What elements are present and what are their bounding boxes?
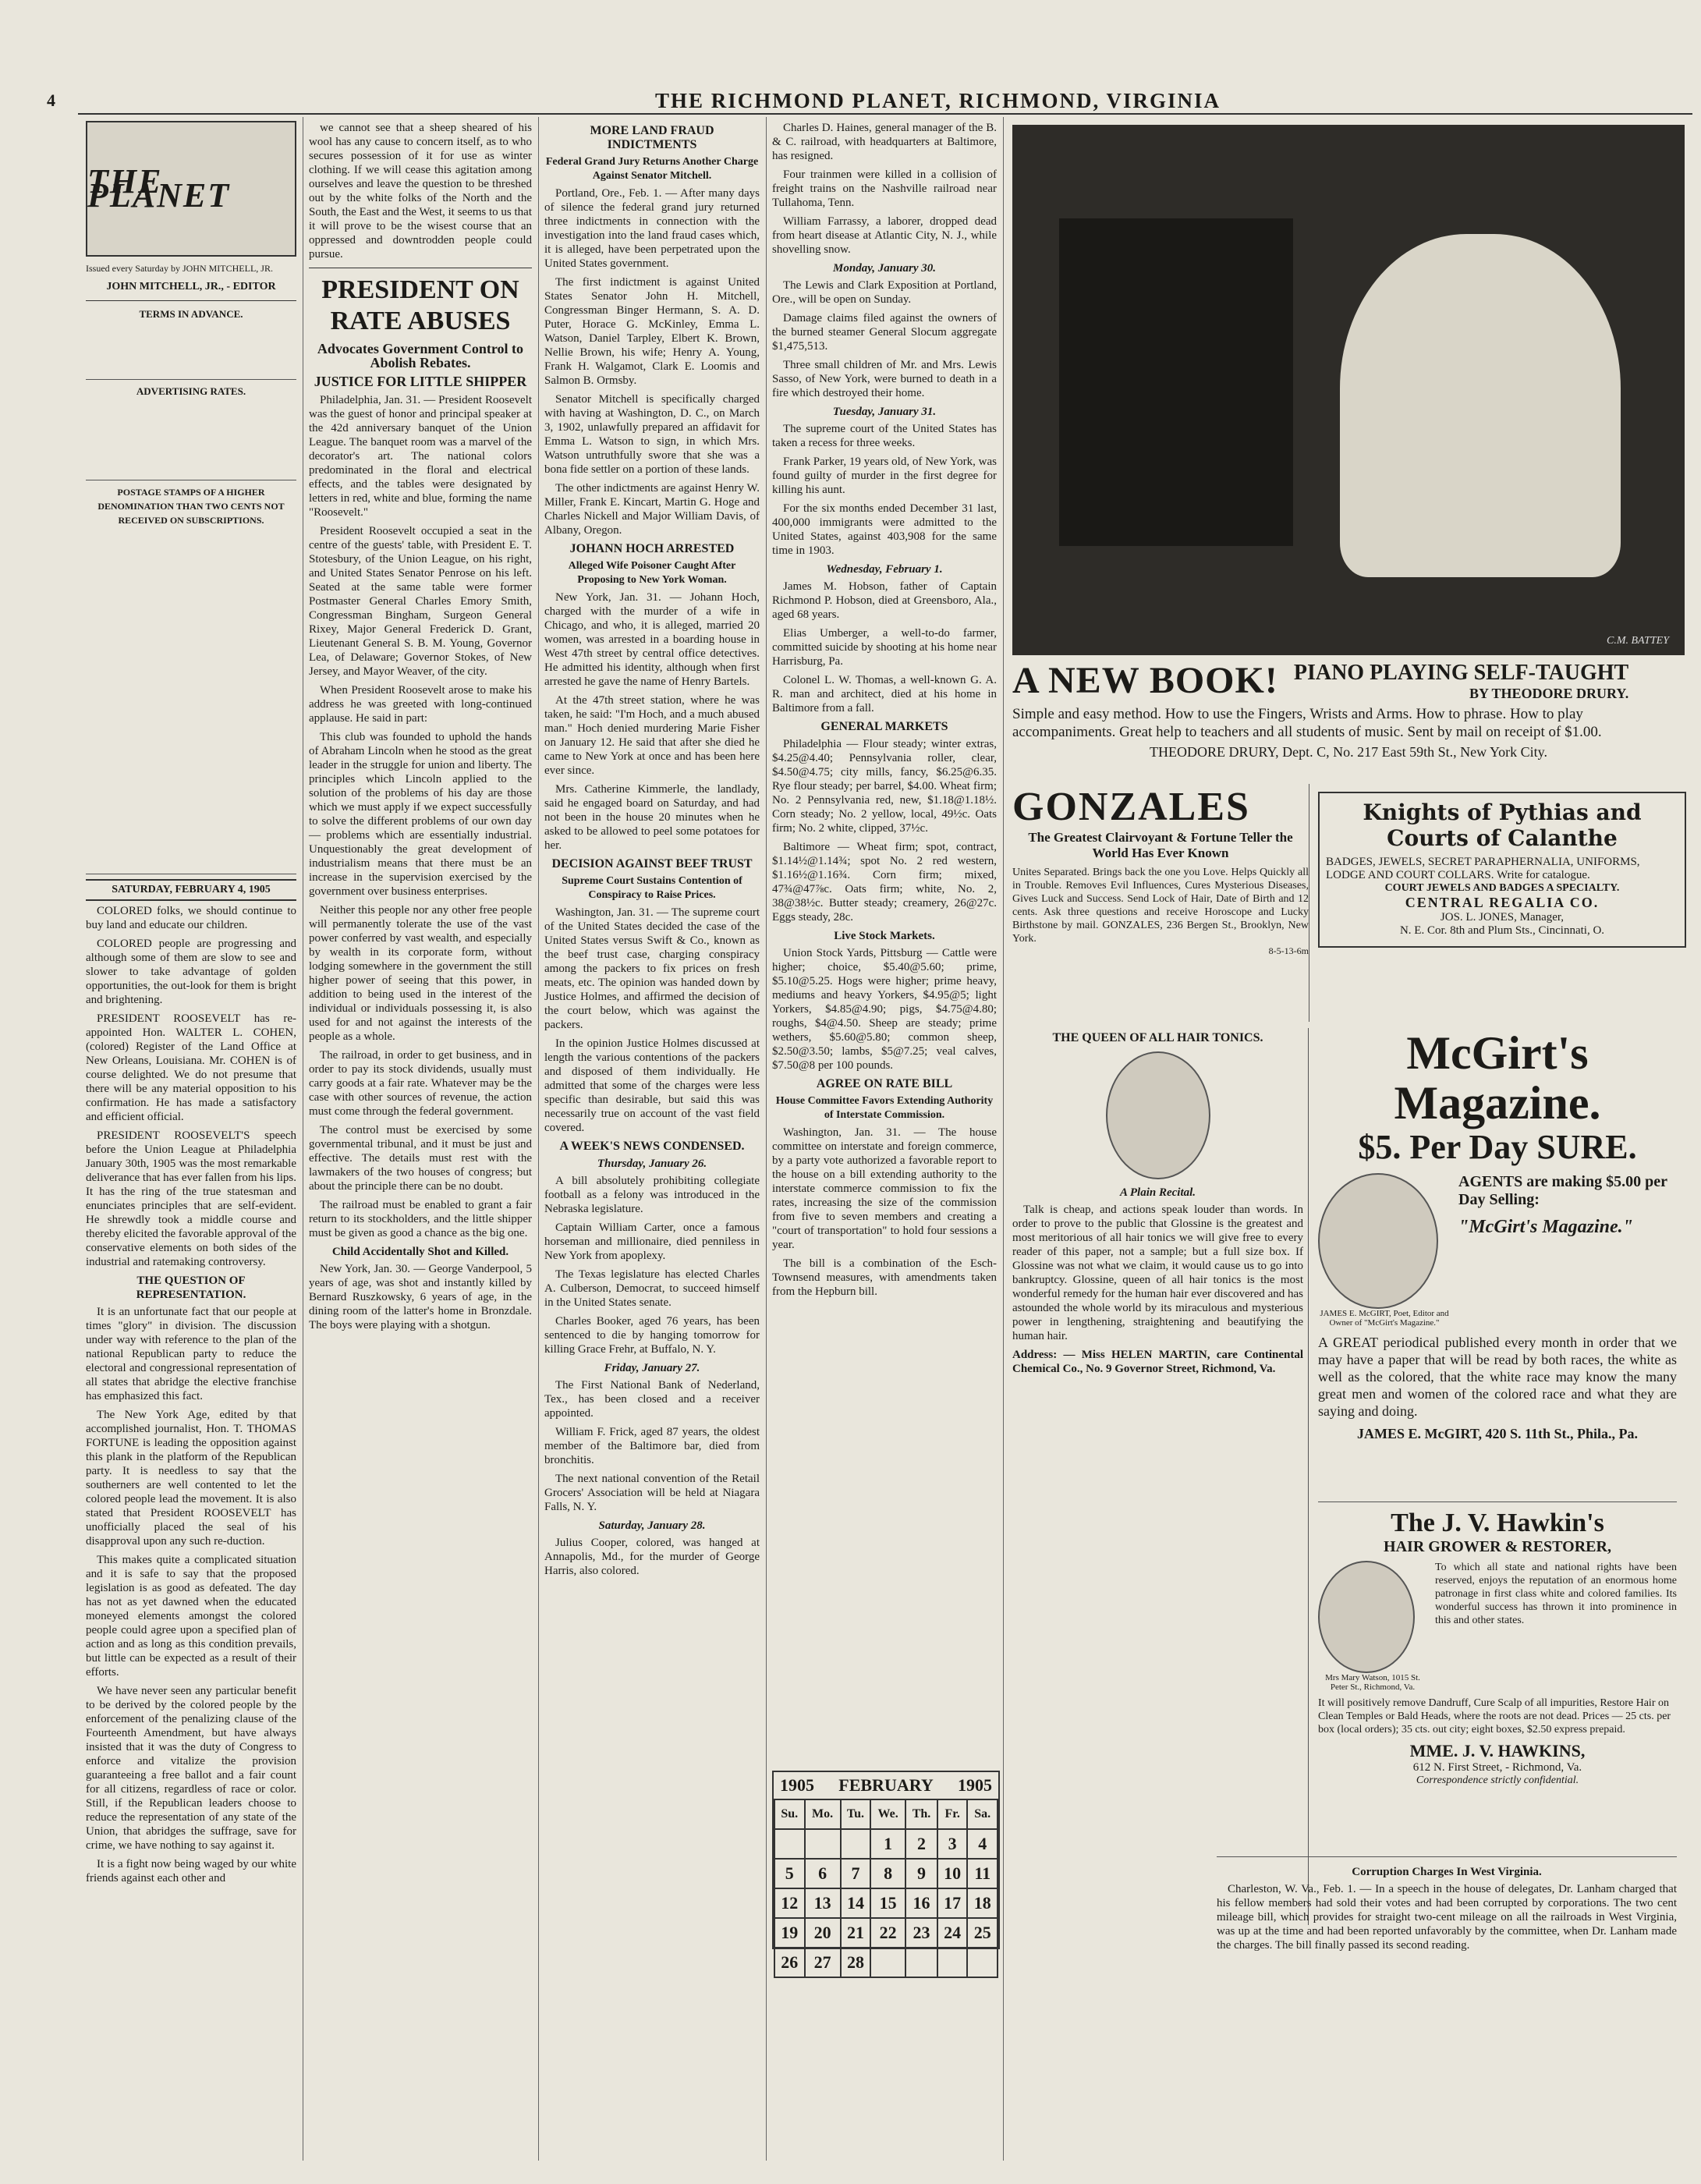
article-subheading: Supreme Court Sustains Contention of Conspiracy to Raise Prices. (562, 875, 742, 901)
book-author: BY THEODORE DRURY. (1469, 686, 1629, 701)
article-paragraph: Washington, Jan. 31. — The supreme court of the United States decided the case of the United States versus Swift & Co., known as the beef trust case, charging conspiracy among the packers to fix prices on fresh meats, etc. The opinion was handed down by Justice Holmes, and affirmed the decision of the court below, which was against the packers. (544, 906, 760, 1031)
calendar-day: 7 (841, 1859, 871, 1888)
article-paragraph: New York, Jan. 31. — Johann Hoch, charged with the murder of a wife in Chicago, and who, it is alleged, married 20 women, was arrested in a boarding house in West 47th street by central office detectives. He admitted his identity, although when first arrested he gave the name of Henry Bartels. (544, 591, 760, 688)
article-paragraph: Senator Mitchell is specifically charged with having at Washington, D. C., on March 3, 1902, unlawfully prepared an affidavit for Emma L. Watson to sign, in which Mrs. Watson untruthfully swore that she was a bona fide settler on a portion of these lands. (544, 393, 760, 476)
knights-company: CENTRAL REGALIA CO. (1405, 895, 1600, 910)
news-item: Three small children of Mr. and Mrs. Lewis Sasso, of New York, were burned to death in a fire which destroyed their home. (772, 359, 997, 399)
section-heading: THE QUESTION OF REPRESENTATION. (136, 1275, 246, 1301)
editorial-paragraph: COLORED people are progressing and although some of them are slow to see and slower to take advantage of golden opportunities, the out-look for them is bright and brightening. (86, 938, 296, 1006)
news-item: James M. Hobson, father of Captain Richmond P. Hobson, died at Greensboro, Ala., aged 68 years. (772, 580, 997, 621)
mcgirts-magazine-ad (1318, 1028, 1677, 1496)
issue-date: SATURDAY, FEBRUARY 4, 1905 (86, 879, 296, 901)
news-item: Four trainmen were killed in a collision of freight trains on the Nashville railroad near Tullahoma, Tenn. (772, 168, 997, 209)
calendar-day: 18 (967, 1888, 998, 1918)
calendar-day: 10 (937, 1859, 968, 1888)
news-item: Elias Umberger, a well-to-do farmer, committed suicide by shooting at his home near Harrisburg, Pa. (772, 627, 997, 668)
calendar-day: 20 (805, 1918, 841, 1948)
hawkins-text: To which all state and national rights have been reserved, enjoys the reputation of an enormous home patronage in first class white and colored families. Its wonderful success has thrown it into prominence in this and other states. (1435, 1562, 1677, 1626)
article-heading: AGREE ON RATE BILL (816, 1077, 953, 1090)
helen-martin-portrait (1106, 1051, 1210, 1179)
gonzales-text: Unites Separated. Brings back the one you Love. Helps Quickly all in Trouble. Removes Evil Influences, Cures Mysterious Diseases, Gives Luck and Success. Send Lock of Hair, Date of Birth and 12 cents. Ask three questions and receive Horoscope and Lucky Birthstone by mail. GONZALES, 236 Bergen St., Brooklyn, New York. (1012, 867, 1309, 945)
mcgirt-portrait (1318, 1173, 1438, 1309)
page-number: 4 (47, 90, 55, 110)
editor-line: JOHN MITCHELL, JR., - EDITOR (106, 281, 276, 292)
date-subheading: Tuesday, January 31. (832, 406, 937, 418)
article-paragraph: The first indictment is against United States Senator John H. Mitchell, Congressman Binger Hermann, S. A. D. Puter, Horace G. McKinley, Emma L. Watson, Daniel Tarpley, Elbert K. Brown, Nellie Brown, his wife; Henry A. Young, Frank H. Walgamot, Clark E. Loomis and Salmon B. Ormsby. (544, 276, 760, 387)
mcgirt-agents: AGENTS are making $5.00 per Day Selling: (1458, 1173, 1667, 1208)
article-paragraph: we cannot see that a sheep sheared of his wool has any cause to concern itself, as to who secures possession of it for use as winter clothing. If we will cease this agitation among ourselves and leave the question to be threshed out by the white folks of the North and the South, the East and the West, it seems to us that it will prove to be the wisest course that an oppressed and downtrodden people could pursue. (309, 122, 532, 261)
editorial-paragraph: It is a fight now being waged by our white friends against each other and (86, 1858, 296, 1884)
calendar-day: 27 (805, 1948, 841, 1977)
date-subheading: Friday, January 27. (604, 1362, 700, 1374)
article-paragraph: Mrs. Catherine Kimmerle, the landlady, said he engaged board on Saturday, and had not been in the house 20 minutes when he asked to be allowed to peel some potatoes for her. (544, 783, 760, 852)
calendar-day: 14 (841, 1888, 871, 1918)
calendar-day: 23 (905, 1918, 937, 1948)
calendar-day: 11 (967, 1859, 998, 1888)
faded-notices (86, 530, 296, 874)
editorial-paragraph: It is an unfortunate fact that our people at times "glory" in division. The discussion under way with reference to the plan of the national Republican party to reduce the electoral and congressional representation of all states that abridge the elective franchise has emphasized this fact. (86, 1306, 296, 1402)
calendar-day: 21 (841, 1918, 871, 1948)
news-item: Captain William Carter, once a famous horseman and millionaire, died penniless in New York from apoplexy. (544, 1221, 760, 1262)
pianist-photograph (1012, 125, 1685, 655)
calendar-day: 19 (774, 1918, 805, 1948)
calendar-day (841, 1829, 871, 1859)
terms-heading: TERMS IN ADVANCE. (139, 308, 243, 320)
publisher-line: Issued every Saturday by JOHN MITCHELL, JR. (86, 263, 273, 274)
editorial-paragraph: PRESIDENT ROOSEVELT'S speech before the Union League at Philadelphia January 30th, 1905 was the most remarkable deliverance that has ever fallen from his lips. It has the ring of the true statesman and enunciates principles that are self-evident. He shrewdly took a middle course and thereby elicited the favorable approval of the conservative elements on both sides of the industrial and ratemaking controversy. (86, 1129, 296, 1268)
subheadline: Advocates Government Control to Abolish Rebates. (317, 341, 524, 370)
calendar-day: 25 (967, 1918, 998, 1948)
piano-shape (1059, 218, 1293, 546)
article-paragraph: The control must be exercised by some governmental tribunal, and it must be just and effective. The details must rest with the lawmakers of the two houses of congress; but about the principle there can be no doubt. (309, 1124, 532, 1193)
hair-tonic-subheading: A Plain Recital. (1119, 1186, 1196, 1199)
hair-tonic-address: Address: — Miss HELEN MARTIN, care Continental Chemical Co., No. 9 Governor Street, Richmond, Va. (1012, 1349, 1303, 1375)
hawkins-subheading: HAIR GROWER & RESTORER, (1384, 1538, 1611, 1555)
weekday-label: Su. (774, 1799, 805, 1829)
column-divider (538, 117, 539, 2161)
calendar-body (774, 1829, 998, 1977)
article-paragraph: At the 47th street station, where he was taken, he said: "I'm Hoch, and a much abused man." Hoch denied murdering Marie Fisher on January 12. He said that after she died he came to New York at once and has been here ever since. (544, 694, 760, 777)
stamps-notice: POSTAGE STAMPS OF A HIGHER DENOMINATION THAN TWO CENTS NOT RECEIVED ON SUBSCRIPTIONS. (97, 487, 285, 526)
news-item: The Lewis and Clark Exposition at Portland, Ore., will be open on Sunday. (772, 279, 997, 306)
advertising-heading: ADVERTISING RATES. (136, 385, 246, 397)
news-item: Frank Parker, 19 years old, of New York, was found guilty of murder in the first degree for killing his aunt. (772, 456, 997, 496)
calendar-day: 2 (905, 1829, 937, 1859)
calendar-day (870, 1948, 905, 1977)
news-item: William F. Frick, aged 87 years, the oldest member of the Baltimore bar, died from bronchitis. (544, 1426, 760, 1466)
book-description: Simple and easy method. How to use the Fingers, Wrists and Arms. How to phrase. How to play accompaniments. Great help to teachers and all students of music. Sent by mail on receipt of $1.00. (1012, 706, 1602, 740)
news-item: Charles D. Haines, general manager of the B. & C. railroad, with headquarters at Baltimore, has resigned. (772, 122, 997, 162)
market-report: Baltimore — Wheat firm; spot, contract, $1.14½@1.14¾; spot No. 2 red western, $1.16½@1.16¾. Corn firm; mixed, 47¾@47⅞c. Oats firm; white, No. 2, 38@38½c. Butter steady; creamery, 26@27c. Eggs steady, 28c. (772, 841, 997, 924)
calendar-day: 3 (937, 1829, 968, 1859)
mcgirt-headline: McGirt's Magazine. (1394, 1027, 1601, 1129)
calendar-day: 9 (905, 1859, 937, 1888)
article-heading: A WEEK'S NEWS CONDENSED. (559, 1140, 745, 1153)
article-paragraph: The bill is a combination of the Esch-Townsend measures, with amendments taken from the Hepburn bill. (772, 1257, 997, 1298)
gonzales-code: 8-5-13-6m (1268, 945, 1309, 956)
hawkins-details: It will positively remove Dandruff, Cure Scalp of all impurities, Restore Hair on Clean Temples or Bald Heads, where the roots are not dead. Prices — 25 cts. per box (local orders); 35 cts. out city; eight boxes, $2.50 express prepaid. (1318, 1697, 1671, 1736)
news-item: For the six months ended December 31 last, 400,000 immigrants were admitted to the United States, against 403,908 for the same time in 1903. (772, 502, 997, 557)
article-subheading: Federal Grand Jury Returns Another Charge Against Senator Mitchell. (545, 156, 759, 182)
hawkins-hair-grower-ad (1318, 1502, 1677, 1845)
calendar-day: 5 (774, 1859, 805, 1888)
calendar-day: 15 (870, 1888, 905, 1918)
article-subheading: Alleged Wife Poisoner Caught After Proposing to New York Woman. (568, 560, 736, 586)
mary-watson-portrait (1318, 1561, 1415, 1673)
new-book-headline: A NEW BOOK! (1012, 660, 1278, 701)
mcgirt-address: JAMES E. McGIRT, 420 S. 11th St., Phila., Pa. (1356, 1426, 1639, 1441)
calendar-day (967, 1948, 998, 1977)
calendar-day (905, 1948, 937, 1977)
mcgirt-portrait-caption: JAMES E. McGIRT, Poet, Editor and Owner of "McGirt's Magazine." (1320, 1309, 1449, 1328)
hair-tonic-text: Talk is cheap, and actions speak louder than words. In order to prove to the public that Glossine is the greatest and most meritorious of all hair tonics we will give free to every reader of this paper, not a sample; but a full size box. If Glossine was not what we claim, it would cause us to go into bankruptcy. Glossine, queen of all hair tonics is the most wonderful remedy for the human hair ever discovered and has astounded the whole world by its miraculous and mysterious power in lengthening, straightening and beautifying the human hair. (1012, 1204, 1303, 1342)
calendar-day (774, 1829, 805, 1859)
livestock-heading: Live Stock Markets. (834, 930, 935, 942)
article-paragraph: Neither this people nor any other free people will permanently tolerate the use of the vast power conferred by vast wealth, and especially by wealth in its corporate form, without lodging somewhere in the government the still higher power of seeing that this power, in addition to being used in the interest of the individual or individuals possessing it, is also used for and not against the interests of the people as a whole. (309, 904, 532, 1043)
news-item: The Texas legislature has elected Charles A. Culberson, Democrat, to succeed himself in the United States senate. (544, 1268, 760, 1309)
article-paragraph: The other indictments are against Henry W. Miller, Frank E. Kincart, Martin G. Hoge and Charles Nickell and Major William Davis, of Albany, Oregon. (544, 482, 760, 537)
hawkins-name: MME. J. V. HAWKINS, (1409, 1741, 1586, 1760)
article-paragraph: Philadelphia, Jan. 31. — President Roosevelt was the guest of honor and principal speaker at the 42d anniversary banquet of the Union League. The banquet room was a marvel of the decorator's art. The national colors predominated in the floral and electrical effects, and the tables were designated by letters in red, white and blue, forming the name "Roosevelt." (309, 394, 532, 519)
article-paragraph: President Roosevelt occupied a seat in the centre of the guests' table, with President E. T. Stotesbury, of the Union League, on his right, and United States Senator Penrose on his left. Seated at the same table were former Postmaster General Charles Emory Smith, Congressman Bingham, Surgeon General Rixey, Major General Frederick D. Grant, Lieutenant General S. B. M. Young, Governor Lea, of Delaware; Governor Stokes, of New Jersey, and Mayor Weaver, of the city. (309, 525, 532, 678)
page-header (0, 86, 1701, 117)
calendar-week-row (774, 1829, 998, 1859)
calendar-year: 1905 (957, 1775, 992, 1795)
calendar-week-row (774, 1918, 998, 1948)
news-item: William Farrassy, a laborer, dropped dead from heart disease at Atlantic City, N. J., while shovelling snow. (772, 215, 997, 256)
editorial-paragraph: We have never seen any particular benefit to be derived by the colored people by the enforcement of the penalizing clause of the Fourteenth Amendment, but have always insisted that it was the duty of Congress to enforce and vitalize the provision guaranteeing a free ballot and a fair count for all citizens, regardless of race or color. Still, if the Republican leaders choose to reduce the representation of any state of the Union, that abridges the suffrage, save for crime, we have nothing to say against it. (86, 1685, 296, 1852)
hawkins-portrait-caption: Mrs Mary Watson, 1015 St. Peter St., Richmond, Va. (1325, 1673, 1420, 1692)
date-subheading: Saturday, January 28. (598, 1519, 706, 1532)
article-paragraph: This club was founded to uphold the hands of Abraham Lincoln when he stood as the great leader in the struggle for union and liberty. The principles which Lincoln applied to the solution of the problems of his day are those which we must apply if we expect successfully to solve the different problems of our own day — problems which are essentially industrial. Unquestionably the great development of industrialism means that there must be an increase in the supervision exercised by the government over business enterprises. (309, 731, 532, 898)
editorial-paragraph: COLORED folks, we should continue to buy land and educate our children. (86, 905, 296, 931)
news-item: The supreme court of the United States has taken a recess for three weeks. (772, 423, 997, 449)
column-divider (766, 117, 767, 2161)
knights-manager: JOS. L. JONES, Manager, (1440, 911, 1565, 924)
calendar-week-row (774, 1859, 998, 1888)
calendar-month: FEBRUARY (838, 1775, 934, 1795)
news-item: The next national convention of the Retail Grocers' Association will be held at Niagara Falls, N. Y. (544, 1473, 760, 1513)
article-heading: DECISION AGAINST BEEF TRUST (551, 857, 753, 870)
knights-text: BADGES, JEWELS, SECRET PARAPHERNALIA, UNIFORMS, LODGE AND COURT COLLARS. Write for catalogue. (1326, 856, 1640, 881)
article-paragraph: The railroad must be enabled to grant a fair return to its stockholders, and the little shipper must be given as good a chance as the big one. (309, 1199, 532, 1239)
editorial-paragraph: The New York Age, edited by that accomplished journalist, Hon. T. THOMAS FORTUNE is leading the opposition against this plank in the platform of the Republican party. It is needless to say that the southerners are well contented to let the colored people lead the movement. It is also stated that President ROOSEVELT has unofficially placed the seal of his disapproval upon any such re-duction. (86, 1409, 296, 1548)
knights-specialty: COURT JEWELS AND BADGES A SPECIALTY. (1384, 882, 1620, 894)
calendar-day: 28 (841, 1948, 871, 1977)
calendar-day: 26 (774, 1948, 805, 1977)
subheadline: JUSTICE FOR LITTLE SHIPPER (314, 374, 527, 389)
newspaper-title: THE RICHMOND PLANET, RICHMOND, VIRGINIA (655, 89, 1221, 112)
calendar-week-row (774, 1948, 998, 1977)
calendar-year: 1905 (780, 1775, 814, 1795)
article-heading: Child Accidentally Shot and Killed. (331, 1246, 509, 1258)
advertising-table (86, 402, 296, 480)
column-divider (1003, 117, 1004, 2161)
planet-masthead: THE PLANET (86, 121, 296, 257)
date-subheading: Thursday, January 26. (597, 1158, 707, 1170)
weekday-label: Sa. (967, 1799, 998, 1829)
calendar-day: 16 (905, 1888, 937, 1918)
editorial-paragraph: This makes quite a complicated situation and it is safe to say that the proposed legislation is as good as defeated. The day has not as yet dawned when the educated moneyed elements amongst the colored people could agree upon a specified plan of action and as long as this condition prevails, but little can be expected as a result of their efforts. (86, 1554, 296, 1679)
news-item: Julius Cooper, colored, was hanged at Annapolis, Md., for the murder of George Harris, also colored. (544, 1537, 760, 1577)
knights-address: N. E. Cor. 8th and Plum Sts., Cincinnati, O. (1399, 924, 1605, 937)
calendar-day (805, 1829, 841, 1859)
pianist-figure (1340, 234, 1621, 577)
divider (86, 300, 296, 301)
article-heading: JOHANN HOCH ARRESTED (569, 542, 735, 555)
column-2 (309, 121, 532, 2164)
terms-table (86, 324, 296, 380)
book-title: PIANO PLAYING SELF-TAUGHT (1293, 661, 1629, 685)
calendar-grid (774, 1799, 998, 1978)
calendar-day (937, 1948, 968, 1977)
column-3 (544, 121, 760, 2164)
article-paragraph: When President Roosevelt arose to make his address he was greeted with long-continued applause. He said in part: (309, 684, 532, 725)
calendar-day: 24 (937, 1918, 968, 1948)
news-item: Colonel L. W. Thomas, a well-known G. A. R. man and architect, died at his home in Baltimore from a fall. (772, 674, 997, 714)
article-paragraph: In the opinion Justice Holmes discussed at length the various contentions of the packers and disposed of them individually. He admitted that some of the charges were less specific than desirable, but said this was necessarily true on account of the vast field covered. (544, 1037, 760, 1134)
calendar-day: 4 (967, 1829, 998, 1859)
weekday-label: Mo. (805, 1799, 841, 1829)
article-heading: Corruption Charges In West Virginia. (1352, 1866, 1542, 1878)
calendar-day: 22 (870, 1918, 905, 1948)
calendar-day: 13 (805, 1888, 841, 1918)
calendar-day: 17 (937, 1888, 968, 1918)
photo-credit: C.M. BATTEY (1607, 635, 1669, 647)
knights-of-pythias-ad (1318, 792, 1686, 948)
february-calendar (772, 1771, 1000, 1972)
article-paragraph: The railroad, in order to get business, and in order to pay its stock dividends, usually must carry goods at a fair rate. Whatever may be the case with other sources of revenue, the action must come through the federal government. (309, 1049, 532, 1118)
news-item: The First National Bank of Nederland, Tex., has been closed and a receiver appointed. (544, 1379, 760, 1420)
headline-president-rate-abuses: PRESIDENT ON RATE ABUSES (321, 275, 519, 335)
weekday-label: Fr. (937, 1799, 968, 1829)
book-address: THEODORE DRURY, Dept. C, No. 217 East 59th St., New York City. (1149, 744, 1548, 760)
market-report: Philadelphia — Flour steady; winter extras, $4.25@4.40; Pennsylvania roller, clear, $4.50@4.75; city mills, fancy, $6.25@6.35. Rye flour steady; per barrel, $4.00. Wheat firm; No. 2 Pennsylvania red, new, $1.18@1.18½. Corn steady; No. 2 yellow, local, 49½c. Oats firm; No. 2 white, clipped, 37½c. (772, 738, 997, 835)
calendar-day: 1 (870, 1829, 905, 1859)
column-4 (772, 121, 997, 1743)
article-heading: MORE LAND FRAUD INDICTMENTS (590, 124, 714, 151)
hawkins-address: 612 N. First Street, - Richmond, Va. (1412, 1761, 1582, 1774)
news-item: A bill absolutely prohibiting collegiate football as a felony was introduced in the Nebraska legislature. (544, 1175, 760, 1215)
date-subheading: Wednesday, February 1. (826, 563, 943, 576)
mcgirt-pay-claim: $5. Per Day SURE. (1358, 1128, 1637, 1166)
column-1 (86, 121, 296, 2164)
hawkins-headline: The J. V. Hawkin's (1391, 1509, 1604, 1537)
drury-book-ad (1012, 659, 1685, 776)
gonzales-headline: GONZALES (1012, 785, 1250, 829)
date-subheading: Monday, January 30. (833, 262, 936, 275)
header-rule (78, 113, 1692, 115)
news-item: Charles Booker, aged 76 years, has been sentenced to die by hanging tomorrow for killing Grace Frehr, at Buffalo, N. Y. (544, 1315, 760, 1356)
mcgirt-text: A GREAT periodical published every month in order that we may have a paper that will be read by both races, the white as well as the colored, that the white race may know the many great men and women of the colored race and what they are saying and doing. (1318, 1335, 1677, 1419)
corruption-charges-article (1217, 1856, 1677, 2158)
calendar-day: 6 (805, 1859, 841, 1888)
news-item: Damage claims filed against the owners of the burned steamer General Slocum aggregate $1,475,513. (772, 312, 997, 353)
mcgirt-magazine-name: "McGirt's Magazine." (1458, 1217, 1634, 1237)
weekday-label: Th. (905, 1799, 937, 1829)
hawkins-confidential: Correspondence strictly confidential. (1416, 1774, 1579, 1786)
glossine-hair-tonic-ad (1012, 1028, 1309, 1925)
article-paragraph: Portland, Ore., Feb. 1. — After many days of silence the federal grand jury returned three indictments in connection with the investigation into the land fraud cases which, it is alleged, have been perpetrated upon the United States government. (544, 187, 760, 270)
hair-tonic-headline: THE QUEEN OF ALL HAIR TONICS. (1052, 1031, 1263, 1044)
editorial-paragraph: PRESIDENT ROOSEVELT has re-appointed Hon. WALTER L. COHEN, (colored) Register of the Land Office at New Orleans, Louisiana. Mr. COHEN is of course delighted. We do not presume that there will be any material opposition to his confirmation. He has made a satisfactory and efficient official. (86, 1012, 296, 1123)
gonzales-ad (1012, 784, 1309, 1022)
article-paragraph: New York, Jan. 30. — George Vanderpool, 5 years of age, was shot and instantly killed by Bernard Ruszkowsky, 6 years of age, in the dining room of the latter's home in Bronzdale. The boys were playing with a shotgun. (309, 1263, 532, 1331)
calendar-title (774, 1772, 998, 1799)
weekday-label: We. (870, 1799, 905, 1829)
article-paragraph: Charleston, W. Va., Feb. 1. — In a speech in the house of delegates, Dr. Lanham charged that his fellow members had sold their votes and had been corrupted by corporations. The two cent mileage bill, which provides for straight two-cent mileage on all the railroads in West Virginia, was up at the time and had been reported unfavorably by the committee, when Dr. Lanham made the charges. The bill finally passed its second reading. (1217, 1883, 1677, 1952)
calendar-week-row (774, 1888, 998, 1918)
calendar-day: 8 (870, 1859, 905, 1888)
article-paragraph: Washington, Jan. 31. — The house committee on interstate and foreign commerce, by a party vote authorized a favorable report to the house on a bill extending authority to the interstate commerce commission to fix the rates, increasing the size of the commission from five to seven members and creating a "court of transportation" to hold four sessions a year. (772, 1126, 997, 1251)
calendar-day: 12 (774, 1888, 805, 1918)
knights-headline: Knights of Pythias and Courts of Calanthe (1363, 800, 1642, 851)
weekday-label: Tu. (841, 1799, 871, 1829)
market-report: Union Stock Yards, Pittsburg — Cattle were higher; choice, $5.40@5.60; prime, $5.10@5.25. Hogs were higher; prime heavy, mediums and heavy Yorkers, $4.95@5; light Yorkers, $4.85@4.90; pigs, $4.75@4.80; roughs, $4@4.50. Sheep are steady; prime wethers, $5.60@5.80; common sheep, $2.50@3.50; lambs, $5@7.25; veal calves, $7.50@8 per 100 pounds. (772, 947, 997, 1072)
markets-heading: GENERAL MARKETS (820, 720, 948, 733)
calendar-header-row (774, 1799, 998, 1829)
article-subheading: House Committee Favors Extending Authority of Interstate Commission. (775, 1095, 994, 1121)
gonzales-subheading: The Greatest Clairvoyant & Fortune Teller the World Has Ever Known (1028, 830, 1293, 860)
